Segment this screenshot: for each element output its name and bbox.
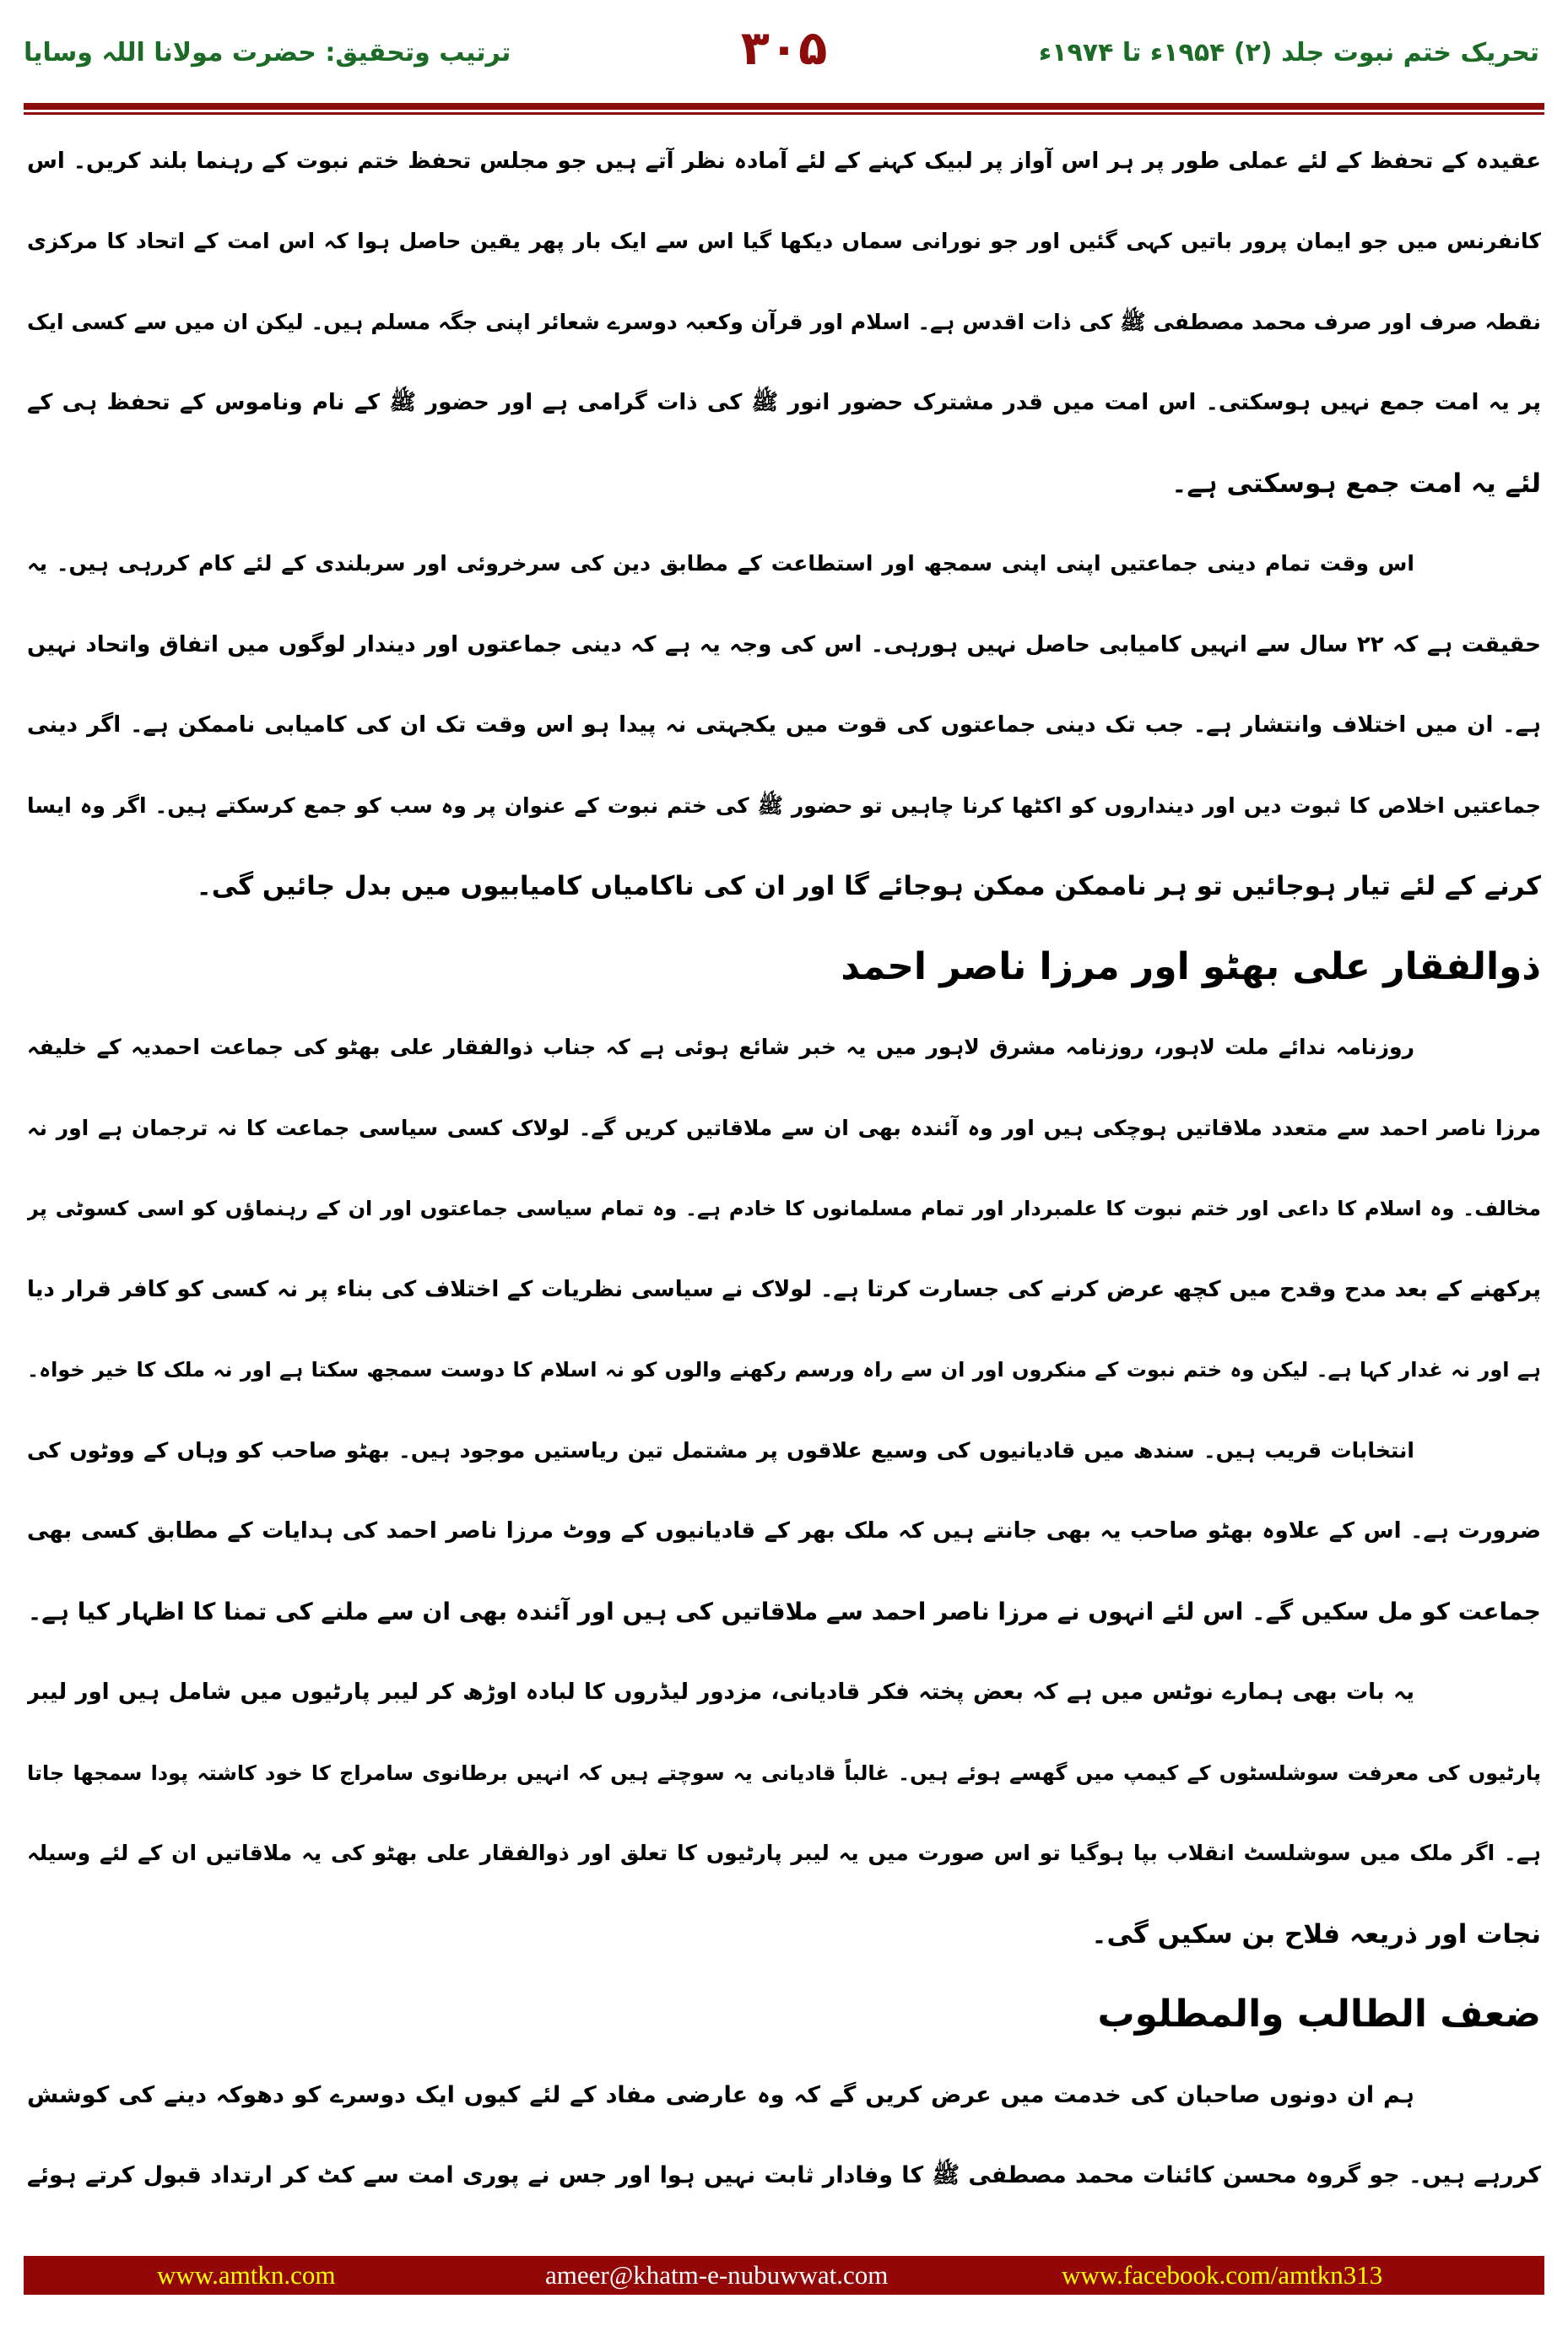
- footer-bar: [24, 2256, 1544, 2295]
- text-line: کررہے ہیں۔ جو گروہ محسن کائنات محمد مصطفی ﷺ کا وفادار ثابت نہیں ہوا اور جس نے پوری امت سے کٹ کر ارتداد قبول کرتے ہوئے: [27, 2162, 1541, 2188]
- text-line: انتخابات قریب ہیں۔ سندھ میں قادیانیوں کی وسیع علاقوں پر مشتمل تین ریاستیں موجود ہیں۔ بھٹو صاحب کو وہاں کے ووٹوں کی: [27, 1438, 1414, 1463]
- section-heading: ذوالفقار علی بھٹو اور مرزا ناصر احمد: [841, 945, 1541, 988]
- text-line: ضرورت ہے۔ اس کے علاوہ بھٹو صاحب یہ بھی جانتے ہیں کہ ملک بھر کے قادیانیوں کے ووٹ مرزا ناصر احمد کی ہدایات کے مطابق کسی بھی: [27, 1518, 1541, 1544]
- book-title: تحریک ختم نبوت جلد (۲) ۱۹۵۴ء تا ۱۹۷۴ء: [1038, 38, 1539, 68]
- text-line: جماعتیں اخلاص کا ثبوت دیں اور دینداروں کو اکٹھا کرنا چاہیں تو حضور ﷺ کی ختم نبوت کے عنوان پر وہ سب کو جمع کرسکتے ہیں۔ اگر وہ ایسا: [27, 793, 1541, 818]
- email-link[interactable]: ameer@khatm-e-nubuwwat.com: [545, 2260, 889, 2290]
- header-rule-thick: [24, 103, 1544, 110]
- text-line: حقیقت ہے کہ ۲۲ سال سے انہیں کامیابی حاصل نہیں ہورہی۔ اس کی وجہ یہ ہے کہ دینی جماعتوں اور دیندار لوگوں میں اتفاق واتحاد نہیں: [27, 632, 1541, 657]
- text-line: نقطہ صرف اور صرف محمد مصطفی ﷺ کی ذات اقدس ہے۔ اسلام اور قرآن وکعبہ دوسرے شعائر اپنی جگہ مسلم ہیں۔ لیکن ان میں سے کسی ایک: [27, 310, 1541, 334]
- text-line: جماعت کو مل سکیں گے۔ اس لئے انہوں نے مرزا ناصر احمد سے ملاقاتیں کی ہیں اور آئندہ بھی ان سے ملنے کی تمنا کا اظہار کیا ہے۔: [27, 1598, 1541, 1625]
- compiler-credit: ترتیب وتحقیق: حضرت مولانا اللہ وسایا: [24, 38, 511, 68]
- text-line: لئے یہ امت جمع ہوسکتی ہے۔: [1171, 468, 1541, 499]
- text-line: ہم ان دونوں صاحبان کی خدمت میں عرض کریں گے کہ وہ عارضی مفاد کے لئے کیوں ایک دوسرے کو دھوکہ دینے کی کوشش: [27, 2082, 1414, 2108]
- text-line: مرزا ناصر احمد سے متعدد ملاقاتیں ہوچکی ہیں اور وہ آئندہ بھی ان سے ملاقاتیں کریں گے۔ لولاک کسی سیاسی جماعت کا نہ ترجمان ہے اور نہ: [27, 1116, 1541, 1140]
- header-rule-thin: [24, 112, 1544, 115]
- text-line: پارٹیوں کی معرفت سوشلسٹوں کے کیمپ میں گھسے ہوئے ہیں۔ غالباً قادیانی یہ سوچتے ہیں کہ انہیں برطانوی سامراج کا خود کاشتہ پودا سمجھا جاتا: [27, 1761, 1541, 1785]
- text-line: مخالف۔ وہ اسلام کا داعی اور ختم نبوت کا علمبردار اور تمام مسلمانوں کا خادم ہے۔ وہ تمام سیاسی جماعتوں اور ان کے رہنماؤں کو اسی کسوٹی پر: [27, 1197, 1541, 1220]
- text-line: ہے۔ ان میں اختلاف وانتشار ہے۔ جب تک دینی جماعتوں کی قوت میں یکجہتی نہ پیدا ہو اس وقت تک ان کی کامیابی ناممکن ہے۔ اگر دینی: [27, 712, 1541, 738]
- text-line: پرکھنے کے بعد مدح وقدح میں کچھ عرض کرنے کی جسارت کرتا ہے۔ لولاک نے سیاسی نظریات کے اختلاف کی بناء پر نہ کسی کو کافر قرار دیا: [27, 1277, 1541, 1302]
- text-line: ہے اور نہ غدار کہا ہے۔ لیکن وہ ختم نبوت کے منکروں اور ان سے راہ ورسم رکھنے والوں کو نہ اسلام کا دوست سمجھ سکتا ہے اور نہ ملک کا خیر خواہ۔: [27, 1358, 1541, 1382]
- text-line: اس وقت تمام دینی جماعتیں اپنی اپنی سمجھ اور استطاعت کے مطابق دین کی سرخروئی اور سربلندی کے لئے کام کررہی ہیں۔ یہ: [27, 551, 1414, 576]
- text-line: عقیدہ کے تحفظ کے لئے عملی طور پر ہر اس آواز پر لبیک کہنے کے لئے آمادہ نظر آتے ہیں جو مجلس تحفظ ختم نبوت کے رہنما بلند کریں۔ اس: [27, 149, 1541, 174]
- text-line: نجات اور ذریعہ فلاح بن سکیں گی۔: [1091, 1919, 1541, 1950]
- text-line: روزنامہ ندائے ملت لاہور، روزنامہ مشرق لاہور میں یہ خبر شائع ہوئی ہے کہ جناب ذوالفقار علی بھٹو کی جماعت احمدیہ کے خلیفہ: [27, 1035, 1414, 1059]
- section-heading: ضعف الطالب والمطلوب: [1097, 1993, 1541, 2036]
- facebook-link[interactable]: www.facebook.com/amtkn313: [1062, 2260, 1383, 2290]
- text-line: کرنے کے لئے تیار ہوجائیں تو ہر ناممکن ممکن ہوجائے گا اور ان کی ناکامیاں کامیابیوں میں بدل جائیں گی۔: [196, 871, 1541, 901]
- text-line: کانفرنس میں جو ایمان پرور باتیں کہی گئیں اور جو نورانی سماں دیکھا گیا اس سے ایک بار پھر یقین حاصل ہوا کہ اس امت کے اتحاد کا مرکزی: [27, 229, 1541, 253]
- website-link[interactable]: www.amtkn.com: [157, 2260, 336, 2290]
- text-line: ہے۔ اگر ملک میں سوشلسٹ انقلاب بپا ہوگیا تو اس صورت میں یہ لیبر پارٹیوں کا تعلق اور ذوالفقار علی بھٹو کی یہ ملاقاتیں ان کے لئے وسیلہ: [27, 1841, 1541, 1865]
- text-line: پر یہ امت جمع نہیں ہوسکتی۔ اس امت میں قدر مشترک حضور انور ﷺ کی ذات گرامی ہے اور حضور ﷺ کے نام وناموس کے تحفظ ہی کے: [27, 390, 1541, 415]
- page-number: ۳۰۵: [740, 21, 828, 76]
- text-line: یہ بات بھی ہمارے نوٹس میں ہے کہ بعض پختہ فکر قادیانی، مزدور لیڈروں کا لبادہ اوڑھ کر لیبر پارٹیوں میں شامل ہیں اور لیبر: [27, 1679, 1414, 1705]
